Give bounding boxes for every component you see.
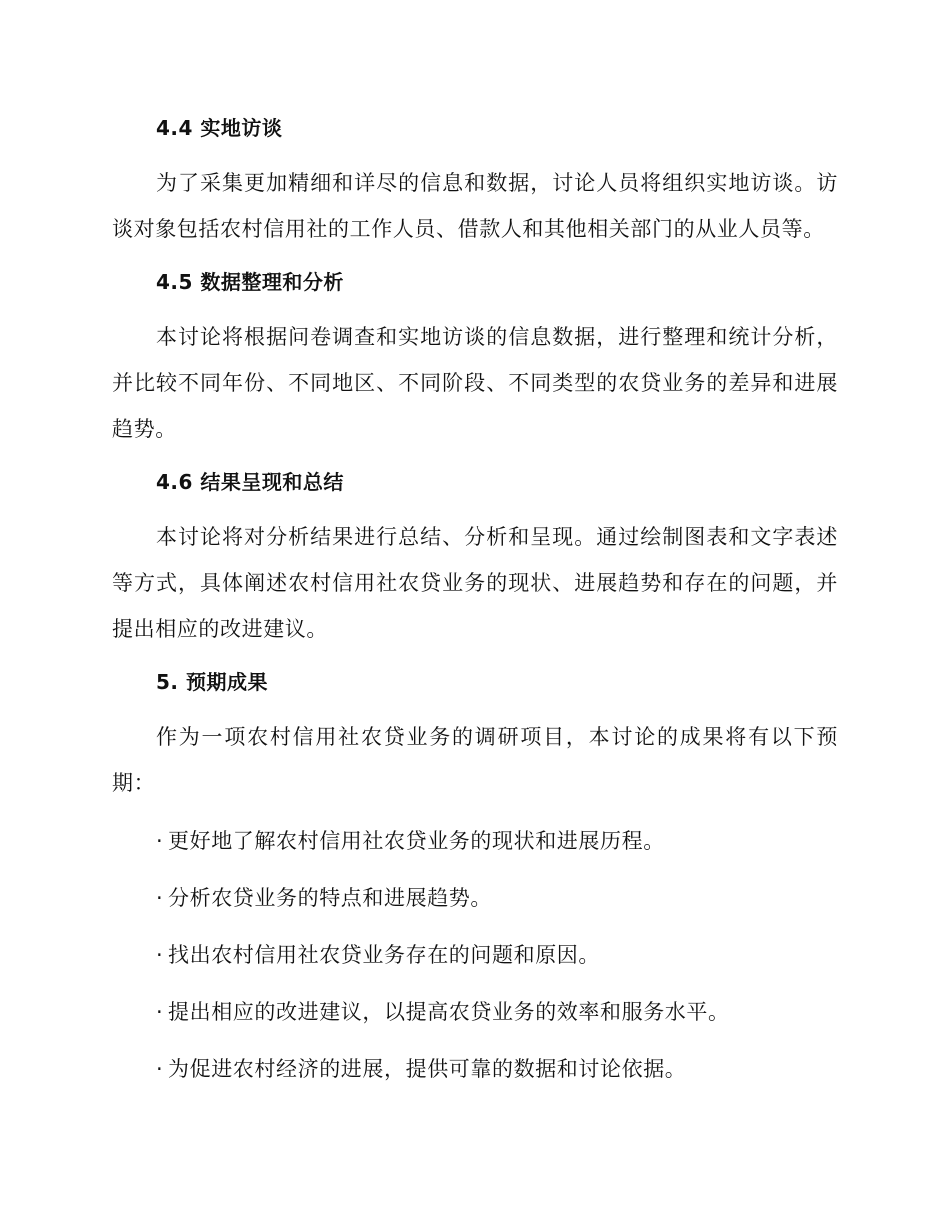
section-paragraph-4-5: 本讨论将根据问卷调查和实地访谈的信息数据，进行整理和统计分析，并比较不同年份、不同地区、不同阶段、不同类型的农贷业务的差异和进展趋势。 — [112, 325, 838, 441]
section-paragraph-4-4: 为了采集更加精细和详尽的信息和数据，讨论人员将组织实地访谈。访谈对象包括农村信用社的工作人员、借款人和其他相关部门的从业人员等。 — [112, 171, 838, 241]
list-item-text: 找出农村信用社农贷业务存在的问题和原因。 — [168, 943, 600, 967]
list-item-text: 分析农贷业务的特点和进展趋势。 — [168, 886, 492, 910]
section-heading-5: 5. 预期成果 — [156, 670, 268, 694]
list-item — [156, 1046, 838, 1092]
list-item — [156, 875, 838, 921]
document-page — [112, 110, 838, 1103]
section-heading-4-5: 4.5 数据整理和分析 — [156, 270, 344, 294]
list-item — [156, 818, 838, 864]
bullet-marker: · — [156, 943, 164, 967]
bullet-marker: · — [156, 1000, 164, 1024]
section-paragraph-5: 作为一项农村信用社农贷业务的调研项目，本讨论的成果将有以下预期： — [112, 725, 838, 795]
bullet-marker: · — [156, 1057, 164, 1081]
list-item-text: 为促进农村经济的进展，提供可靠的数据和讨论依据。 — [168, 1057, 687, 1081]
section-heading-4-4: 4.4 实地访谈 — [156, 116, 283, 140]
bullet-marker: · — [156, 886, 164, 910]
list-item — [156, 932, 838, 978]
list-item-text: 更好地了解农村信用社农贷业务的现状和进展历程。 — [168, 829, 665, 853]
section-paragraph-4-6: 本讨论将对分析结果进行总结、分析和呈现。通过绘制图表和文字表述等方式，具体阐述农村信用社农贷业务的现状、进展趋势和存在的问题，并提出相应的改进建议。 — [112, 525, 838, 641]
bullet-marker: · — [156, 829, 164, 853]
list-item-text: 提出相应的改进建议，以提高农贷业务的效率和服务水平。 — [168, 1000, 730, 1024]
section-heading-4-6: 4.6 结果呈现和总结 — [156, 470, 344, 494]
list-item — [156, 989, 838, 1035]
